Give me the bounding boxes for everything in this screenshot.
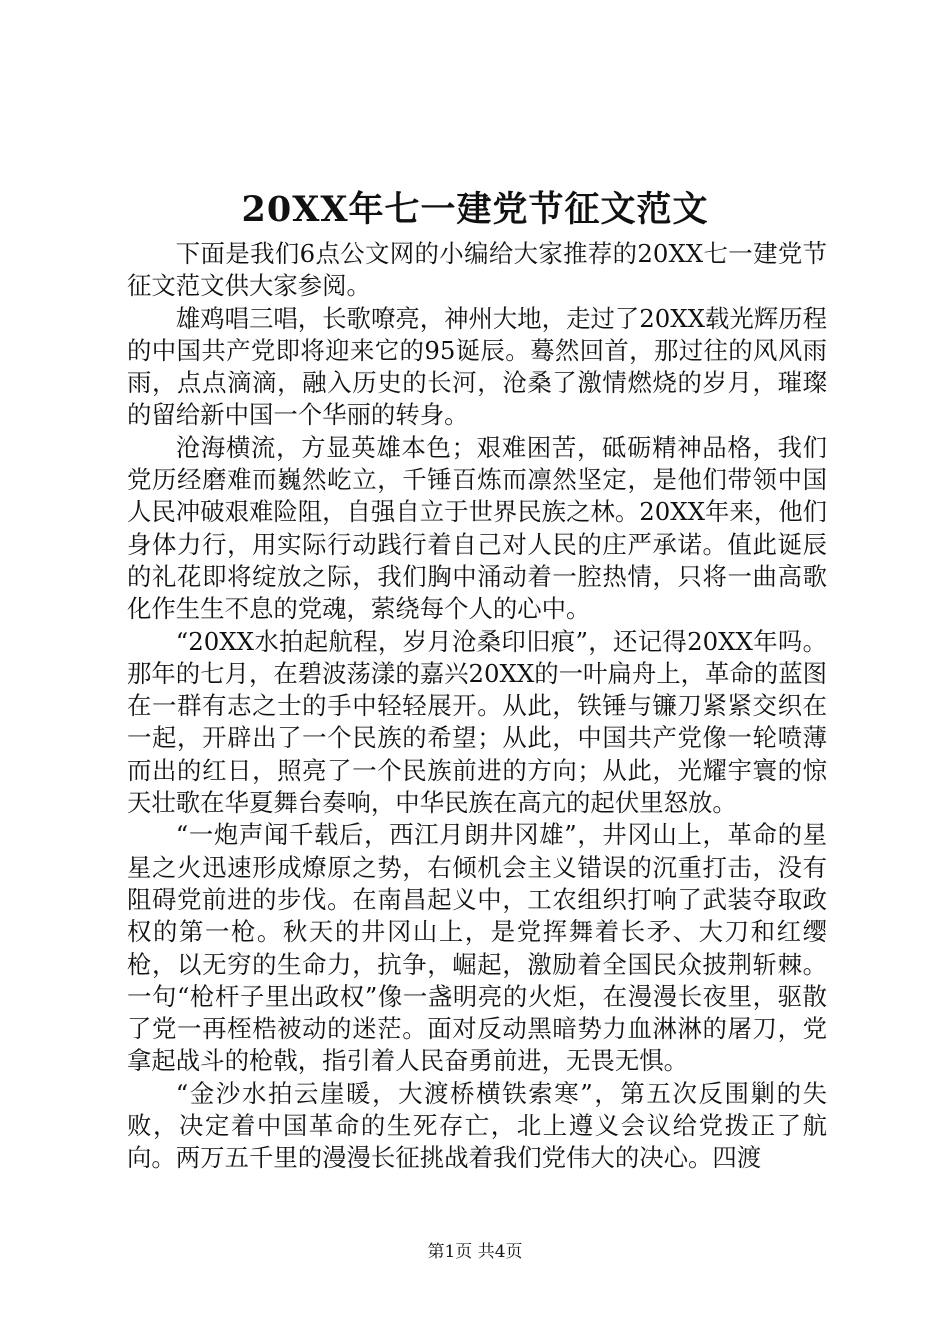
- page-number-footer: 第1页 共4页: [427, 1242, 523, 1262]
- paragraph-4: “20XX水拍起航程，岁月沧桑印旧痕”，还记得20XX年吗。那年的七月，在碧波荡漾的嘉兴20XX的一叶扁舟上，革命的蓝图在一群有志之士的手中轻轻展开。从此，铁锤与镰刀紧紧交织在一起，开辟出了一个民族的希望；从此，中国共产党像一轮喷薄而出的红日，照亮了一个民族前进的方向；从此，光耀宇寰的惊天壮歌在华夏舞台奏响，中华民族在高亢的起伏里怒放。: [127, 626, 827, 818]
- paragraph-intro: 下面是我们6点公文网的小编给大家推荐的20XX七一建党节征文范文供大家参阅。: [127, 239, 827, 301]
- paragraph-6: “金沙水拍云崖暖，大渡桥横铁索寒”，第五次反围剿的失败，决定着中国革命的生死存亡，北上遵义会议给党拨正了航向。两万五千里的漫漫长征挑战着我们党伟大的决心。四渡: [127, 1078, 827, 1173]
- document-title: 20XX年七一建党节征文范文: [241, 189, 709, 230]
- paragraph-3: 沧海横流，方显英雄本色；艰难困苦，砥砺精神品格，我们党历经磨难而巍然屹立，千锤百炼而凛然坚定，是他们带领中国人民冲破艰难险阻，自强自立于世界民族之林。20XX年来，他们身体力行，用实际行动践行着自己对人民的庄严承诺。值此诞辰的礼花即将绽放之际，我们胸中涌动着一腔热情，只将一曲高歌化作生生不息的党魂，萦绕每个人的心中。: [127, 432, 827, 624]
- document-body: [127, 238, 827, 1175]
- paragraph-2: 雄鸡唱三唱，长歌嘹亮，神州大地，走过了20XX载光辉历程的中国共产党即将迎来它的95诞辰。蓦然回首，那过往的风风雨雨，点点滴滴，融入历史的长河，沧桑了激情燃烧的岁月，璀璨的留给新中国一个华丽的转身。: [127, 303, 827, 430]
- paragraph-5: “一炮声闻千载后，西江月朗井冈雄”，井冈山上，革命的星星之火迅速形成燎原之势，右倾机会主义错误的沉重打击，没有阻碍党前进的步伐。在南昌起义中，工农组织打响了武装夺取政权的第一枪。秋天的井冈山上，是党挥舞着长矛、大刀和红缨枪，以无穷的生命力，抗争，崛起，激励着全国民众披荆斩棘。一句“枪杆子里出政权”像一盏明亮的火炬，在漫漫长夜里，驱散了党一再桎梏被动的迷茫。面对反动黑暗势力血淋淋的屠刀，党拿起战斗的枪戟，指引着人民奋勇前进，无畏无惧。: [127, 820, 827, 1076]
